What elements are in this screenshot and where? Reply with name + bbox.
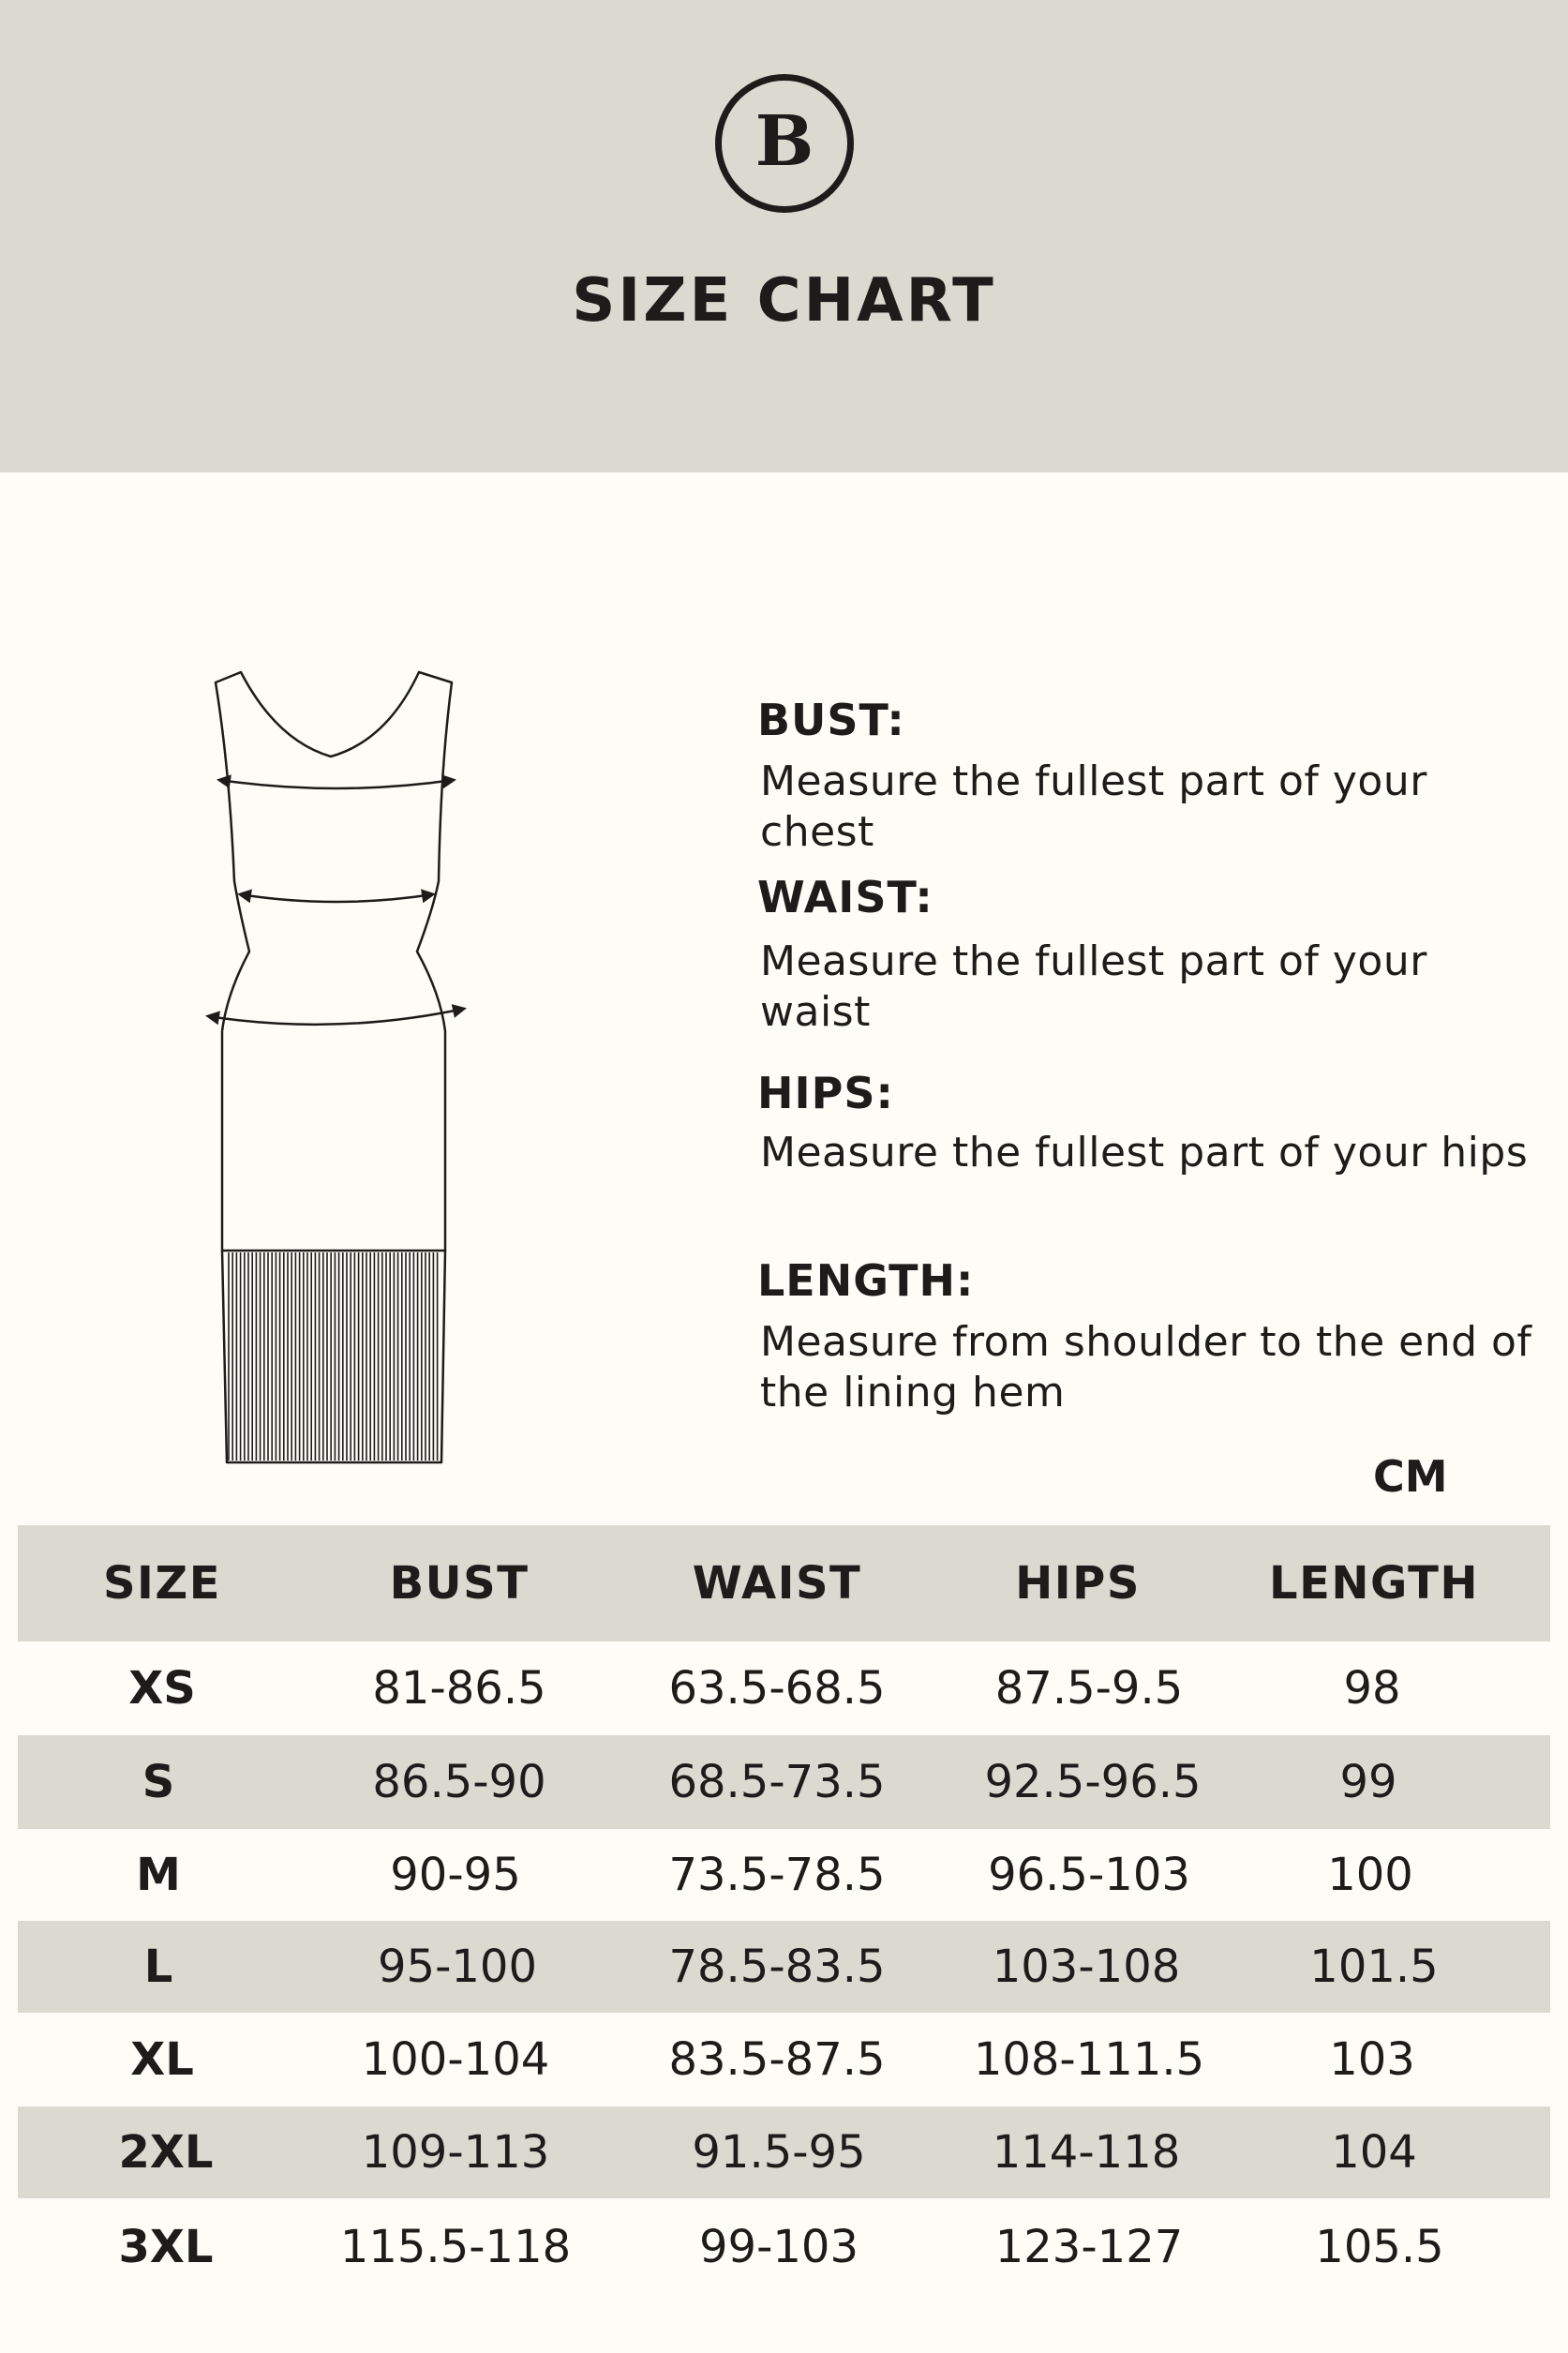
cell-size: XL (130, 2033, 194, 2086)
cell-hips: 103-108 (992, 1941, 1181, 1993)
cell-size: 2XL (118, 2126, 214, 2179)
table-header-row (18, 1525, 1550, 1641)
waist-measure-line (240, 894, 433, 902)
cell-hips: 87.5-9.5 (994, 1662, 1184, 1715)
cell-size: L (143, 1941, 173, 1993)
table-row (18, 2013, 1550, 2106)
cell-hips: 108-111.5 (973, 2033, 1205, 2086)
cell-hips: 114-118 (992, 2126, 1181, 2179)
size-table (18, 1525, 1550, 2296)
cell-bust: 90-95 (390, 1849, 521, 1901)
cell-length: 103 (1329, 2033, 1415, 2086)
guide-bust-desc: Measure the fullest part of your chest (760, 757, 1427, 856)
cell-length: 105.5 (1315, 2221, 1444, 2273)
hips-measure-line (208, 1009, 464, 1025)
header-hips: HIPS (1015, 1557, 1141, 1610)
dress-outline (216, 672, 452, 1251)
cell-bust: 100-104 (361, 2033, 550, 2086)
cell-length: 100 (1327, 1849, 1413, 1901)
table-row (18, 1641, 1550, 1735)
cell-hips: 92.5-96.5 (984, 1756, 1202, 1808)
cell-length: 99 (1339, 1756, 1397, 1808)
table-row (18, 1735, 1550, 1829)
table-row (18, 1829, 1550, 1921)
cell-bust: 95-100 (377, 1941, 537, 1993)
cell-waist: 73.5-78.5 (668, 1849, 886, 1901)
fringe-lines (229, 1252, 438, 1461)
header-band (0, 0, 1568, 472)
header-waist: WAIST (692, 1557, 862, 1610)
cell-waist: 63.5-68.5 (668, 1662, 886, 1715)
guide-hips-term: HIPS: (757, 1068, 894, 1118)
cell-waist: 99-103 (698, 2221, 859, 2273)
dress-measurement-illustration (187, 656, 487, 1472)
table-row (18, 2198, 1550, 2296)
cell-waist: 91.5-95 (692, 2126, 866, 2179)
cell-bust: 109-113 (361, 2126, 550, 2179)
cell-bust: 115.5-118 (339, 2221, 572, 2273)
guide-waist-desc: Measure the fullest part of your waist (760, 937, 1427, 1036)
page-title: SIZE CHART (572, 266, 996, 336)
bust-measure-line (219, 780, 454, 788)
logo-letter: B (754, 101, 814, 182)
cell-waist: 78.5-83.5 (668, 1941, 886, 1993)
cell-hips: 123-127 (994, 2221, 1184, 2273)
cell-size: S (142, 1756, 175, 1808)
header-length: LENGTH (1268, 1557, 1479, 1610)
header-size: SIZE (102, 1557, 222, 1610)
cell-size: M (136, 1849, 181, 1901)
guide-length-term: LENGTH: (757, 1255, 975, 1306)
header-bust: BUST (389, 1557, 530, 1610)
guide-waist-term: WAIST: (757, 872, 933, 922)
cell-bust: 86.5-90 (372, 1756, 546, 1808)
cell-bust: 81-86.5 (372, 1662, 546, 1715)
cell-hips: 96.5-103 (988, 1849, 1190, 1901)
cell-length: 101.5 (1309, 1941, 1439, 1993)
cell-length: 104 (1331, 2126, 1417, 2179)
guide-length-desc: Measure from shoulder to the end of the lining hem (760, 1318, 1532, 1416)
cell-size: 3XL (118, 2221, 214, 2273)
table-row (18, 1921, 1550, 2013)
guide-bust-term: BUST: (757, 695, 905, 745)
cell-waist: 68.5-73.5 (668, 1756, 886, 1808)
brand-logo (715, 74, 854, 213)
unit-label: CM (1373, 1451, 1448, 1502)
table-row (18, 2106, 1550, 2198)
guide-hips-desc: Measure the fullest part of your hips (760, 1129, 1529, 1176)
cell-size: XS (128, 1662, 196, 1715)
cell-length: 98 (1343, 1662, 1401, 1715)
cell-waist: 83.5-87.5 (668, 2033, 886, 2086)
